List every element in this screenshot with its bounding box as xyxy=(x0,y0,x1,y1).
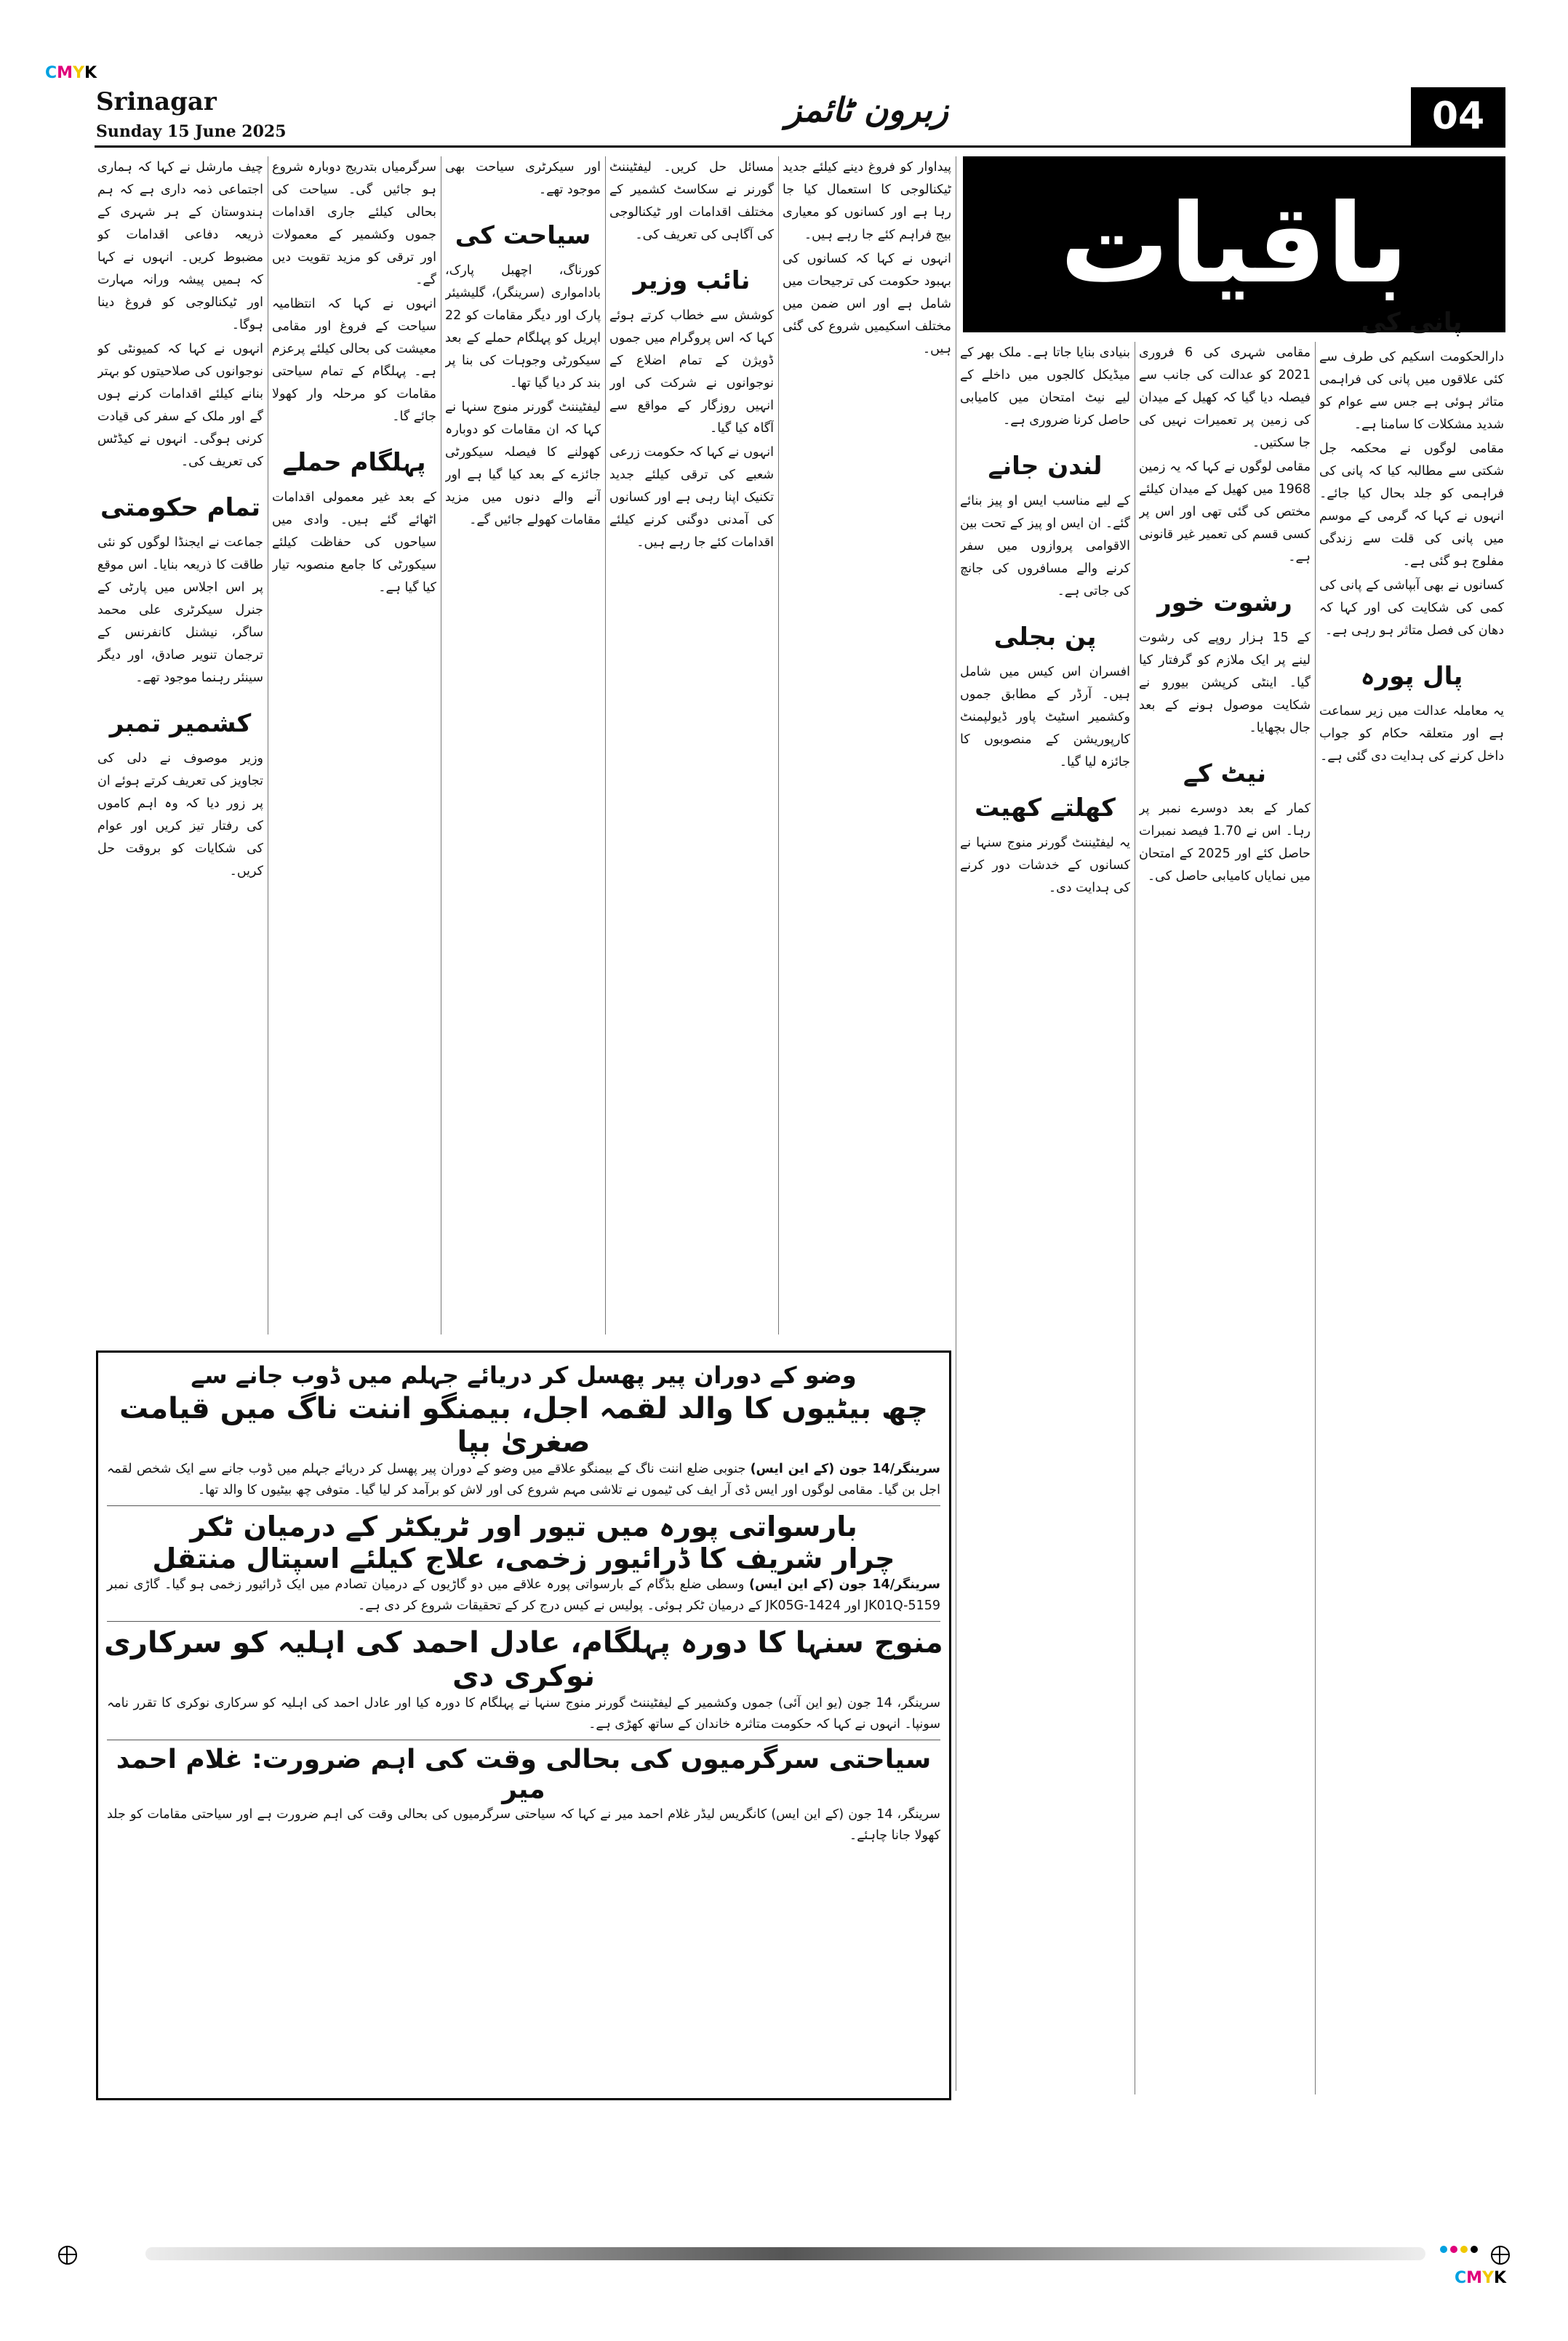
article-subheading: پہلگام حملے xyxy=(282,448,426,477)
article-paragraph: مسائل حل کریں۔ لیفٹیننٹ گورنر نے سکاسٹ کشمیر کے مختلف اقدامات اور ٹیکنالوجی کی آگاہی کی تعریف کی۔ xyxy=(609,160,774,242)
article-paragraph: کوشش سے خطاب کرتے ہوئے کہا کہ اس پروگرام میں جموں ڈویژن کے تمام اضلاع کے نوجوانوں نے شرکت کی اور انہیں روزگار کے مواقع سے آگاہ کیا گیا۔ xyxy=(609,308,774,436)
header-date: Sunday 15 June 2025 xyxy=(96,122,287,141)
article-paragraph: چیف مارشل نے کہا کہ ہماری اجتماعی ذمہ داری ہے کہ ہم ہندوستان کے ہر شہری کے ذریعہ دفاعی اقدامات کو مضبوط کریں۔ انہوں نے کہا کہ ہمیں پیشہ ورانہ مہارت اور ٹیکنالوجی کو فروغ دینا ہوگا۔ xyxy=(97,160,263,332)
news-headline: وضو کے دوران پیر پھسل کر دریائے جہلم میں ڈوب جانے سے xyxy=(191,1361,857,1389)
article-paragraph: کسانوں نے بھی آبپاشی کے پانی کی کمی کی شکایت کی اور کہا کہ دھان کی فصل متاثر ہو رہی ہے۔ xyxy=(1319,578,1504,638)
article-column-6 xyxy=(960,342,1130,2094)
article-column-8 xyxy=(1319,305,1504,2094)
news-text: جنوبی ضلع اننت ناگ کے بیمنگو علاقے میں وضو کے دوران پیر پھسل کر دریائے جہلم میں ڈوب جانے سے ایک شخص لقمہ اجل بن گیا۔ مقامی لوگوں اور ایس ڈی آر ایف کی ٹیموں نے تلاشی مہم شروع کی اور لاش کو برآمد کر لیا گیا۔ متوفی چھ بیٹیوں کا والد تھا۔ xyxy=(107,1462,940,1497)
article-paragraph: کے 15 ہزار روپے کی رشوت لینے پر ایک ملازم کو گرفتار کیا گیا۔ اینٹی کرپشن بیورو نے شکایت موصول ہونے کے بعد جال بچھایا۔ xyxy=(1139,631,1311,735)
news-body xyxy=(98,1459,949,1501)
article-paragraph: افسران اس کیس میں شامل ہیں۔ آرڈر کے مطابق جموں وکشمیر اسٹیٹ پاور ڈیولپمنٹ کارپوریشن کے منصوبوں کا جائزہ لیا گیا۔ xyxy=(960,665,1130,769)
article-paragraph: وزیر موصوف نے دلی کی تجاویز کی تعریف کرتے ہوئے ان پر زور دیا کہ وہ اہم کاموں کی رفتار تیز کریں اور عوام کی شکایات کو بروقت حل کریں۔ xyxy=(97,751,263,879)
article-column-3 xyxy=(445,156,601,1334)
news-body xyxy=(98,1693,949,1735)
news-headline: چھ بیٹیوں کا والد لقمہ اجل، بیمنگو اننت ناگ میں قیامت صغریٰ بپا xyxy=(119,1392,928,1459)
article-column-2 xyxy=(272,156,436,1334)
article-paragraph: انہوں نے کہا کہ کسانوں کی بہبود حکومت کی ترجیحات میں شامل ہے اور اس ضمن میں مختلف اسکیمیں شروع کی گئی ہیں۔ xyxy=(783,252,951,356)
news-body xyxy=(98,1574,949,1617)
news-headline: بارسواتی پورہ میں تیور اور ٹریکٹر کے درمیان ٹکر xyxy=(190,1510,857,1542)
article-subheading: نائب وزیر xyxy=(633,266,751,295)
news-body xyxy=(98,1804,949,1846)
news-dateline: سرینگر/14 جون (کے این ایس) xyxy=(749,1577,940,1592)
article-subheading: رشوت خور xyxy=(1157,588,1292,617)
boxed-news-section xyxy=(96,1350,951,2100)
column-divider xyxy=(605,156,606,1334)
article-subheading: کشمیر تمبر xyxy=(109,709,252,738)
page-header xyxy=(95,87,1505,148)
article-paragraph: انہوں نے کہا کہ انتظامیہ سیاحت کے فروغ اور مقامی معیشت کی بحالی کیلئے پرعزم ہے۔ پہلگام کے تمام سیاحتی مقامات کو مرحلہ وار کھولا جائے گا۔ xyxy=(272,297,436,424)
article-paragraph: کے لیے مناسب ایس او پیز بنائے گئے۔ ان ایس او پیز کے تحت بین الاقوامی پروازوں میں سفر کرنے والے مسافروں کی جانچ کی جاتی ہے۔ xyxy=(960,494,1130,599)
article-subheading: لندن جانے xyxy=(988,452,1103,481)
newspaper-logo: زبرون ٹائمز xyxy=(785,90,949,129)
article-paragraph: مقامی لوگوں نے کہا کہ یہ زمین 1968 میں کھیل کے میدان کیلئے مختص کی گئی تھی اور اس پر کسی قسم کی تعمیر غیر قانونی ہے۔ xyxy=(1139,460,1311,564)
article-column-4 xyxy=(609,156,774,1334)
article-paragraph: سرگرمیاں بتدریج دوبارہ شروع ہو جائیں گی۔ سیاحت کی بحالی کیلئے جاری اقدامات جموں وکشمیر کے معمولات اور ترقی کو مزید تقویت دیں گے۔ xyxy=(272,160,436,287)
color-swatches xyxy=(1440,2246,1478,2253)
article-paragraph: اور سیکرٹری سیاحت بھی موجود تھے۔ xyxy=(445,160,601,197)
news-text: سرینگر، 14 جون (کے این ایس) کانگریس لیڈر غلام احمد میر نے کہا کہ سیاحتی سرگرمیوں کی بحالی وقت کی اہم ضرورت ہے اور سیاحتی مقامات کو جلد کھولا جانا چاہئے۔ xyxy=(107,1807,940,1843)
article-column-7 xyxy=(1139,342,1311,2094)
section-masthead: باقیات xyxy=(963,156,1505,332)
article-paragraph: لیفٹیننٹ گورنر منوج سنہا نے کہا کہ ان مقامات کو دوبارہ کھولنے کا فیصلہ سیکورٹی جائزے کے بعد کیا گیا ہے اور آنے والے دنوں میں مزید مقامات کھولے جائیں گے۔ xyxy=(445,400,601,527)
article-paragraph: پیداوار کو فروغ دینے کیلئے جدید ٹیکنالوجی کا استعمال کیا جا رہا ہے اور کسانوں کو معیاری بیج فراہم کئے جا رہے ہیں۔ xyxy=(783,160,951,242)
article-paragraph: کورناگ، اچھبل پارک، بادامواری (سرینگر)، گلیشیئر پارک اور دیگر مقامات کو 22 اپریل کو پہلگام حملے کے بعد سیکورٹی وجوہات کی بنا پر بند کر دیا گیا تھا۔ xyxy=(445,263,601,391)
news-headline: چرار شریف کا ڈرائیور زخمی، علاج کیلئے اسپتال منتقل xyxy=(152,1542,895,1574)
article-subheading: نیٹ کے xyxy=(1183,759,1267,788)
article-subheading: پن بجلی xyxy=(993,623,1097,652)
divider xyxy=(107,1505,940,1506)
article-paragraph: یہ معاملہ عدالت میں زیر سماعت ہے اور متعلقہ حکام کو جواب داخل کرنے کی ہدایت دی گئی ہے۔ xyxy=(1319,704,1504,764)
news-text: سرینگر، 14 جون (یو این آئی) جموں وکشمیر کے لیفٹیننٹ گورنر منوج سنہا نے پہلگام کا دورہ کیا اور عادل احمد کی اہلیہ کو سرکاری نوکری کا تقرر نامہ سونپا۔ انہوں نے کہا کہ حکومت متاثرہ خاندان کے ساتھ کھڑی ہے۔ xyxy=(107,1696,940,1732)
column-divider xyxy=(1315,342,1316,2094)
news-headline: سیاحتی سرگرمیوں کی بحالی وقت کی اہم ضرورت: غلام احمد میر xyxy=(116,1745,932,1804)
column-divider xyxy=(778,156,779,1334)
article-paragraph: کے بعد غیر معمولی اقدامات اٹھائے گئے ہیں۔ وادی میں سیاحوں کی حفاظت کیلئے سیکورٹی کا جامع منصوبہ تیار کیا گیا ہے۔ xyxy=(272,490,436,595)
registration-mark-right xyxy=(1491,2246,1510,2265)
article-paragraph: کمار کے بعد دوسرے نمبر پر رہا۔ اس نے 1.70 فیصد نمبرات حاصل کئے اور 2025 کے امتحان میں نمایاں کامیابی حاصل کی۔ xyxy=(1139,801,1311,884)
cmyk-mark-top: CMYK xyxy=(45,64,97,82)
cmyk-mark-bottom: CMYK xyxy=(1455,2269,1507,2287)
print-bar xyxy=(145,2247,1425,2260)
news-dateline: سرینگر/14 جون (کے این ایس) xyxy=(750,1462,940,1476)
article-subheading: سیاحت کی xyxy=(455,221,591,250)
registration-mark-left xyxy=(58,2246,77,2265)
divider xyxy=(107,1621,940,1622)
article-paragraph: بنیادی بنایا جاتا ہے۔ ملک بھر کے میڈیکل کالجوں میں داخلے کے لیے نیٹ امتحان میں کامیابی حاصل کرنا ضروری ہے۔ xyxy=(960,345,1130,428)
header-city: Srinagar xyxy=(96,87,217,116)
article-subheading: تمام حکومتی xyxy=(100,493,260,522)
article-subheading: پانی کی xyxy=(1361,308,1463,337)
news-headline: منوج سنہا کا دورہ پہلگام، عادل احمد کی اہلیہ کو سرکاری نوکری دی xyxy=(104,1626,943,1693)
article-paragraph: انہوں نے کہا کہ حکومت زرعی شعبے کی ترقی کیلئے جدید تکنیک اپنا رہی ہے اور کسانوں کی آمدنی دوگنی کرنے کیلئے اقدامات کئے جا رہے ہیں۔ xyxy=(609,445,774,550)
page-number: 04 xyxy=(1411,87,1505,145)
article-paragraph: دارالحکومت اسکیم کی طرف سے کئی علاقوں میں پانی کی فراہمی متاثر ہوئی ہے جس سے عوام کو شدید مشکلات کا سامنا ہے۔ xyxy=(1319,350,1504,432)
news-text: وسطی ضلع بڈگام کے بارسواتی پورہ علاقے میں دو گاڑیوں کے درمیان تصادم میں ایک ڈرائیور زخمی ہو گیا۔ گاڑی نمبر JK01Q-5159 اور JK05G-1424 کے درمیان ٹکر ہوئی۔ پولیس نے کیس درج کر کے تحقیقات شروع کر دی ہے۔ xyxy=(107,1577,940,1613)
article-paragraph: جماعت نے ایجنڈا لوگوں کو نئی طاقت کا ذریعہ بنایا۔ اس موقع پر اس اجلاس میں پارٹی کے جنرل سیکرٹری علی محمد ساگر، نیشنل کانفرنس کے ترجمان تنویر صادق، اور دیگر سینئر رہنما موجود تھے۔ xyxy=(97,535,263,685)
article-paragraph: مقامی شہری کی 6 فروری 2021 کو عدالت کی جانب سے فیصلہ دیا گیا کہ کھیل کے میدان کی زمین پر تعمیرات نہیں کی جا سکتیں۔ xyxy=(1139,345,1311,450)
article-column-1 xyxy=(97,156,263,1334)
article-paragraph: مقامی لوگوں نے محکمہ جل شکتی سے مطالبہ کیا کہ پانی کی فراہمی کو جلد بحال کیا جائے۔ انہوں نے کہا کہ گرمی کے موسم میں پانی کی قلت سے زندگی مفلوج ہو گئی ہے۔ xyxy=(1319,441,1504,569)
article-subheading: کھلتے کھیت xyxy=(975,793,1116,823)
article-paragraph: یہ لیفٹیننٹ گورنر منوج سنہا نے کسانوں کے خدشات دور کرنے کی ہدایت دی۔ xyxy=(960,836,1130,895)
article-subheading: پال پورہ xyxy=(1360,662,1463,691)
article-paragraph: انہوں نے کہا کہ کمیونٹی کو نوجوانوں کی صلاحیتوں کو بہتر بنانے کیلئے اقدامات کرنے ہوں گے اور ملک کے سفر کی قیادت کرنی ہوگی۔ انہوں نے کیڈٹس کی تعریف کی۔ xyxy=(97,342,263,469)
